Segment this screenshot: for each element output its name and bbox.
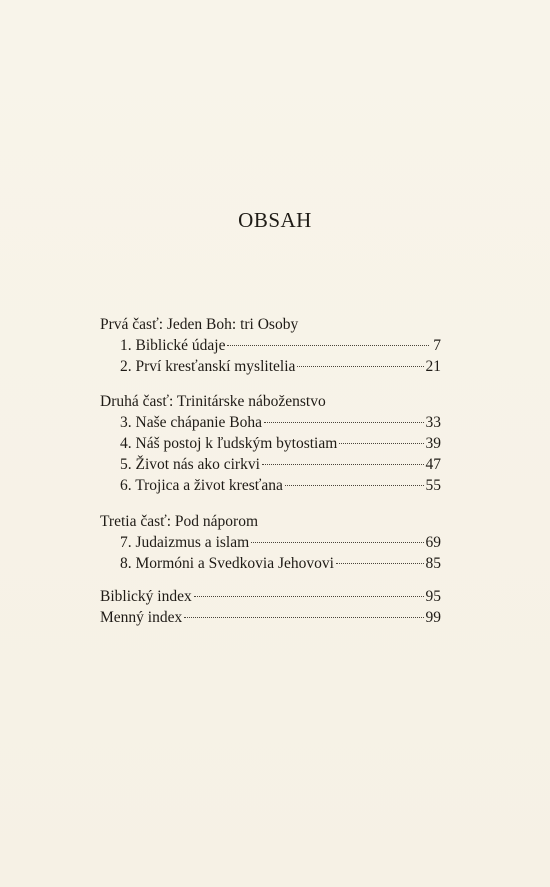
- entry-label: Menný index: [100, 609, 183, 626]
- toc-part-2: [100, 391, 441, 496]
- entry-label: 1. Biblické údaje: [120, 337, 226, 354]
- entry-page: 55: [425, 477, 441, 494]
- toc-entry[interactable]: [100, 532, 441, 553]
- page-title: OBSAH: [238, 208, 312, 232]
- part-heading: Tretia časť: Pod náporom: [100, 513, 259, 530]
- entry-label: Biblický index: [100, 588, 192, 605]
- entry-page: 39: [425, 435, 441, 452]
- entry-page: 7: [433, 337, 441, 354]
- entry-label: 6. Trojica a život kresťana: [120, 477, 283, 494]
- toc-part-3: [100, 511, 441, 574]
- dot-leader: [227, 345, 429, 346]
- dot-leader: [297, 366, 423, 367]
- entry-page: 21: [425, 358, 441, 375]
- entry-page: 99: [425, 609, 441, 626]
- toc-entry[interactable]: [100, 586, 441, 607]
- dot-leader: [339, 443, 423, 444]
- entry-page: 47: [425, 456, 441, 473]
- dot-leader: [336, 563, 424, 564]
- toc-entry[interactable]: [100, 454, 441, 475]
- entry-page: 85: [425, 555, 441, 572]
- toc-part-1: [100, 314, 441, 377]
- entry-page: 69: [425, 534, 441, 551]
- toc-entry[interactable]: [100, 356, 441, 377]
- entry-page: 95: [425, 588, 441, 605]
- part-heading: Prvá časť: Jeden Boh: tri Osoby: [100, 316, 299, 333]
- entry-label: 8. Mormóni a Svedkovia Jehovovi: [120, 555, 334, 572]
- toc-entry[interactable]: [100, 607, 441, 628]
- entry-label: 7. Judaizmus a islam: [120, 534, 250, 551]
- entry-label: 2. Prví kresťanskí myslitelia: [120, 358, 296, 375]
- toc-entry[interactable]: [100, 475, 441, 496]
- dot-leader: [184, 617, 423, 618]
- dot-leader: [194, 596, 424, 597]
- toc-entry[interactable]: [100, 412, 441, 433]
- entry-label: 4. Náš postoj k ľudským bytostiam: [120, 435, 338, 452]
- part-heading: Druhá časť: Trinitárske náboženstvo: [100, 393, 326, 410]
- toc-indexes: [100, 586, 441, 628]
- toc-entry[interactable]: [100, 433, 441, 454]
- toc-entry[interactable]: [100, 553, 441, 574]
- dot-leader: [285, 485, 424, 486]
- entry-label: 3. Naše chápanie Boha: [120, 414, 263, 431]
- dot-leader: [251, 542, 423, 543]
- dot-leader: [264, 422, 423, 423]
- entry-label: 5. Život nás ako cirkvi: [120, 456, 260, 473]
- toc-entry[interactable]: [100, 335, 441, 356]
- dot-leader: [262, 464, 424, 465]
- entry-page: 33: [425, 414, 441, 431]
